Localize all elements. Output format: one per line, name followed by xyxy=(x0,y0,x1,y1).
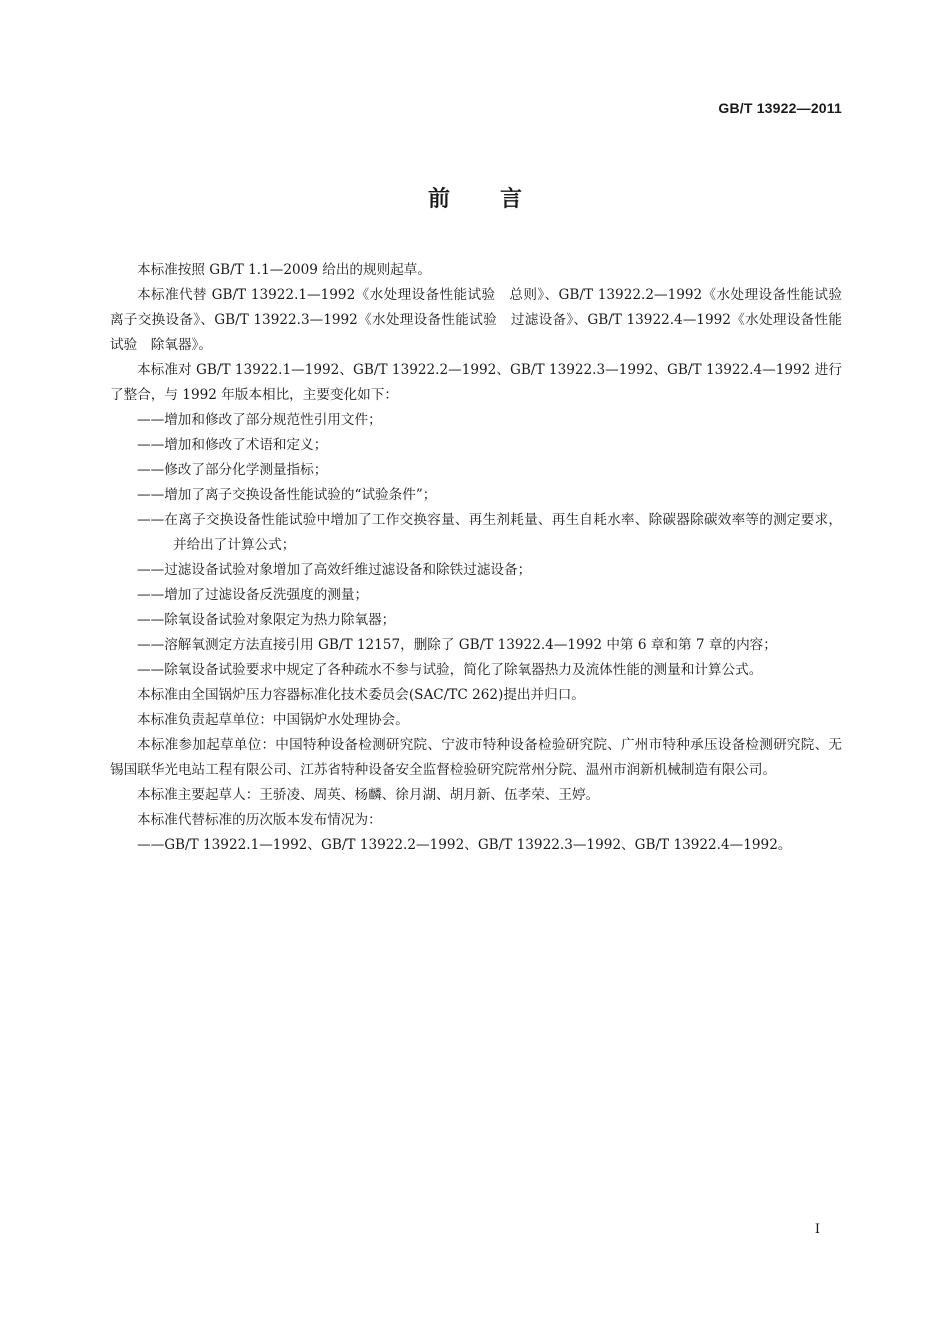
paragraph: 本标准参加起草单位：中国特种设备检测研究院、宁波市特种设备检验研究院、广州市特种承压设备检测研究院、无锡国联华光电站工程有限公司、江苏省特种设备安全监督检验研究院常州分院、温州市润新机械制造有限公司。 xyxy=(110,737,842,778)
change-item: ——增加和修改了部分规范性引用文件； xyxy=(137,412,382,428)
page-number: I xyxy=(814,1222,820,1237)
change-item: ——修改了部分化学测量指标； xyxy=(137,462,328,478)
paragraph: 本标准代替标准的历次版本发布情况为： xyxy=(137,812,382,828)
paragraph: 本标准由全国锅炉压力容器标准化技术委员会(SAC/TC 262)提出并归口。 xyxy=(137,687,585,703)
change-item: ——增加了离子交换设备性能试验的“试验条件”； xyxy=(137,487,437,503)
paragraph: 本标准代替 GB/T 13922.1—1992《水处理设备性能试验 总则》、GB/T 13922.2—1992《水处理设备性能试验 离子交换设备》、GB/T 13922.3—1992《水处理设备性能试验 过滤设备》、GB/T 13922.4—1992《水处理设备性能试验 除氧器》。 xyxy=(110,287,856,353)
change-item: ——过滤设备试验对象增加了高效纤维过滤设备和除铁过滤设备； xyxy=(137,562,532,578)
paragraph: 本标准按照 GB/T 1.1—2009 给出的规则起草。 xyxy=(137,262,431,278)
change-item: ——溶解氧测定方法直接引用 GB/T 12157，删除了 GB/T 13922.4—1992 中第 6 章和第 7 章的内容； xyxy=(137,637,777,653)
paragraph: 本标准负责起草单位：中国锅炉水处理协会。 xyxy=(137,712,409,728)
page-title: 前言 xyxy=(427,187,572,212)
change-item: ——增加和修改了术语和定义； xyxy=(137,437,328,453)
change-item: ——增加了过滤设备反洗强度的测量； xyxy=(137,587,369,603)
change-item: ——除氧设备试验要求中规定了各种疏水不参与试验，简化了除氧器热力及流体性能的测量和计算公式。 xyxy=(137,662,763,678)
foreword-body xyxy=(110,258,856,858)
change-item: ——在离子交换设备性能试验中增加了工作交换容量、再生剂耗量、再生自耗水率、除碳器除碳效率等的测定要求，并给出了计算公式； xyxy=(137,512,842,553)
change-item: ——除氧设备试验对象限定为热力除氧器； xyxy=(137,612,396,628)
standard-number: GB/T 13922—2011 xyxy=(718,100,842,116)
paragraph: 本标准对 GB/T 13922.1—1992、GB/T 13922.2—1992、GB/T 13922.3—1992、GB/T 13922.4—1992 进行了整合，与 1992 年版本相比，主要变化如下： xyxy=(110,362,842,403)
history-item: ——GB/T 13922.1—1992、GB/T 13922.2—1992、GB/T 13922.3—1992、GB/T 13922.4—1992。 xyxy=(137,837,792,853)
paragraph: 本标准主要起草人：王骄凌、周英、杨麟、徐月湖、胡月新、伍孝荣、王婷。 xyxy=(137,787,600,803)
